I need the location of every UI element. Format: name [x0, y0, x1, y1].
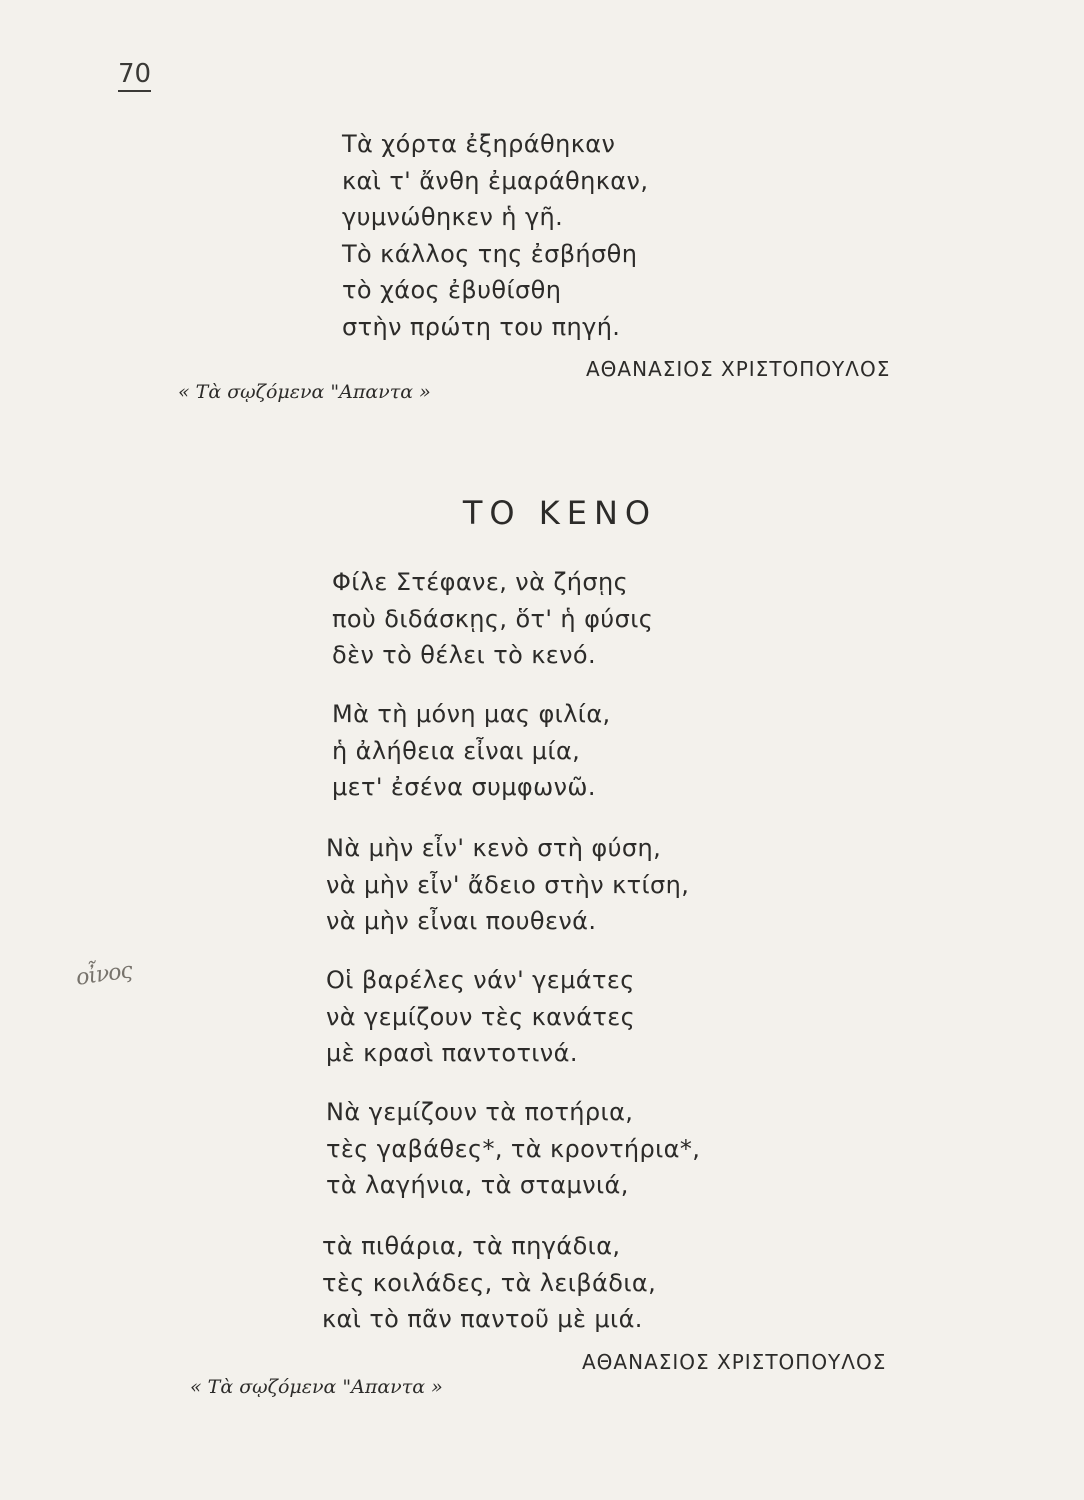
poem-line: μὲ κρασὶ παντοτινά.: [326, 1039, 578, 1067]
poem-line: νὰ μὴν εἶν' ἄδειο στὴν κτίση,: [326, 870, 690, 899]
poem2-stanza-3: [326, 830, 689, 940]
poem-line: τὰ λαγήνια, τὰ σταμνιά,: [326, 1171, 629, 1199]
poem-line: ποὺ διδάσκῃς, ὅτ' ἡ φύσις: [332, 604, 654, 633]
poem2-stanza-4: [326, 962, 635, 1072]
poem-line: τὲς κοιλάδες, τὰ λειβάδια,: [322, 1268, 657, 1297]
poem2-stanza-1: [332, 564, 653, 674]
poem-line: καὶ τ' ἄνθη ἐμαράθηκαν,: [342, 166, 649, 195]
poem1-author: ΑΘΑΝΑΣΙΟΣ ΧΡΙΣΤΟΠΟΥΛΟΣ: [586, 357, 891, 381]
poem-line: μετ' ἐσένα συμφωνῶ.: [332, 773, 596, 801]
poem-line: Φίλε Στέφανε, νὰ ζήσῃς: [332, 568, 629, 596]
poem-line: καὶ τὸ πᾶν παντοῦ μὲ μιά.: [322, 1305, 643, 1333]
poem-line: νὰ γεμίζουν τὲς κανάτες: [326, 1002, 636, 1031]
poem-line: στὴν πρώτη του πηγή.: [342, 312, 621, 341]
poem2-author: ΑΘΑΝΑΣΙΟΣ ΧΡΙΣΤΟΠΟΥΛΟΣ: [582, 1350, 887, 1374]
poem-line: τὰ πιθάρια, τὰ πηγάδια,: [322, 1232, 621, 1260]
poem-line: Τὰ χόρτα ἐξηράθηκαν: [342, 130, 616, 158]
poem2-stanza-6: [322, 1228, 656, 1338]
poem1-stanza: [342, 126, 648, 345]
poem2-source: « Τὰ σῳζόμενα "Απαντα »: [190, 1376, 443, 1398]
poem-line: Οἱ βαρέλες νάν' γεμάτες: [326, 966, 635, 994]
poem-line: γυμνώθηκεν ἡ γῆ.: [342, 203, 564, 231]
handwritten-margin-note: οἶνος: [74, 958, 134, 991]
page-number: 70: [118, 60, 151, 92]
poem-line: τὲς γαβάθες*, τὰ κροντήρια*,: [326, 1134, 701, 1163]
poem2-stanza-2: [332, 696, 611, 806]
poem-line: Νὰ γεμίζουν τὰ ποτήρια,: [326, 1098, 634, 1126]
poem-line: Νὰ μὴν εἶν' κενὸ στὴ φύση,: [326, 834, 662, 862]
poem-line: ἡ ἀλήθεια εἶναι μία,: [332, 736, 581, 765]
poem1-source: « Τὰ σῳζόμενα "Απαντα »: [178, 381, 431, 403]
poem-line: νὰ μὴν εἶναι πουθενά.: [326, 907, 597, 935]
poem-line: Τὸ κάλλος της ἐσβήσθη: [342, 239, 638, 268]
poem-line: Μὰ τὴ μόνη μας φιλία,: [332, 700, 611, 728]
poem2-title: ΤΟ ΚΕΝΟ: [462, 494, 658, 532]
poem-line: τὸ χάος ἐβυθίσθη: [342, 276, 562, 304]
poem2-stanza-5: [326, 1094, 700, 1204]
poem-line: δὲν τὸ θέλει τὸ κενό.: [332, 641, 597, 669]
